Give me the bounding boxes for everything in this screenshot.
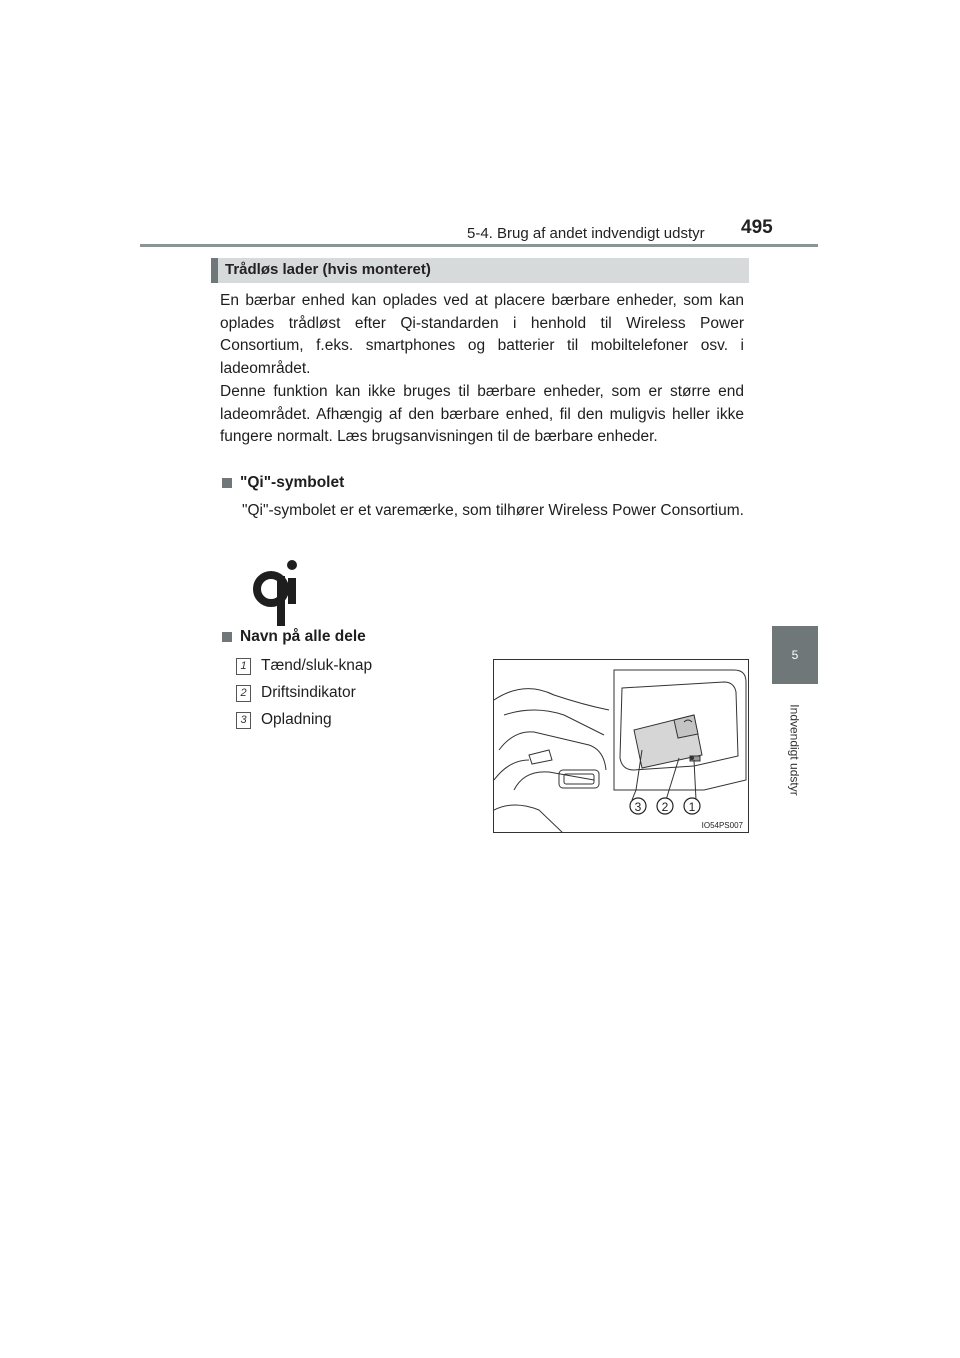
part-number-badge: 3 bbox=[236, 712, 251, 729]
part-number-badge: 1 bbox=[236, 658, 251, 675]
wireless-charger-illustration bbox=[493, 659, 749, 833]
callout-3: 3 bbox=[634, 800, 642, 814]
chapter-title-vertical bbox=[775, 690, 815, 810]
part-label: Driftsindikator bbox=[261, 684, 356, 701]
chapter-title: Indvendigt udstyr bbox=[788, 704, 803, 796]
callout-markers bbox=[630, 798, 700, 814]
part-list-item bbox=[236, 684, 356, 702]
parts-subheading-text: Navn på alle dele bbox=[240, 628, 366, 645]
qi-subheading bbox=[222, 474, 344, 492]
running-header-section: 5-4. Brug af andet indvendigt udstyr bbox=[467, 225, 705, 242]
part-list-item bbox=[236, 711, 332, 729]
part-list-item bbox=[236, 657, 372, 675]
page-number: 495 bbox=[741, 217, 773, 238]
chapter-number: 5 bbox=[791, 648, 799, 662]
header-rule bbox=[140, 244, 818, 247]
part-number-badge: 2 bbox=[236, 685, 251, 702]
qi-logo-icon bbox=[250, 558, 298, 628]
callout-1: 1 bbox=[688, 800, 696, 814]
chapter-tab bbox=[772, 626, 818, 684]
qi-trademark-text: "Qi"-symbolet er et varemærke, som tilhører Wireless Power Consortium. bbox=[242, 502, 744, 519]
illustration-code: IO54PS007 bbox=[701, 821, 743, 830]
part-label: Tænd/sluk-knap bbox=[261, 657, 373, 674]
part-label: Opladning bbox=[261, 711, 332, 728]
callout-2: 2 bbox=[661, 800, 669, 814]
square-bullet-icon bbox=[222, 478, 232, 488]
console-drawing bbox=[494, 660, 749, 833]
intro-paragraph: En bærbar enhed kan oplades ved at placere bærbare enheder, som kan oplades trådløst efter Qi-standarden i henhold til Wireless Power Consortium, f.eks. smartphones og batterier til mobiltelefoner osv. i ladeområdet. bbox=[220, 292, 744, 377]
section-title: Trådløs lader (hvis monteret) bbox=[225, 261, 431, 278]
section-heading-bar bbox=[211, 258, 749, 283]
limitation-paragraph: Denne funktion kan ikke bruges til bærbare enheder, som er større end ladeområdet. Afhængig af den bærbare enhed, fil den muligvis heller ikke fungere normalt. Læs brugsanvisningen til de bærbare enheder. bbox=[220, 383, 744, 445]
section-heading-marker bbox=[211, 258, 218, 283]
square-bullet-icon bbox=[222, 632, 232, 642]
qi-subheading-text: "Qi"-symbolet bbox=[240, 474, 345, 491]
parts-subheading bbox=[222, 628, 366, 646]
